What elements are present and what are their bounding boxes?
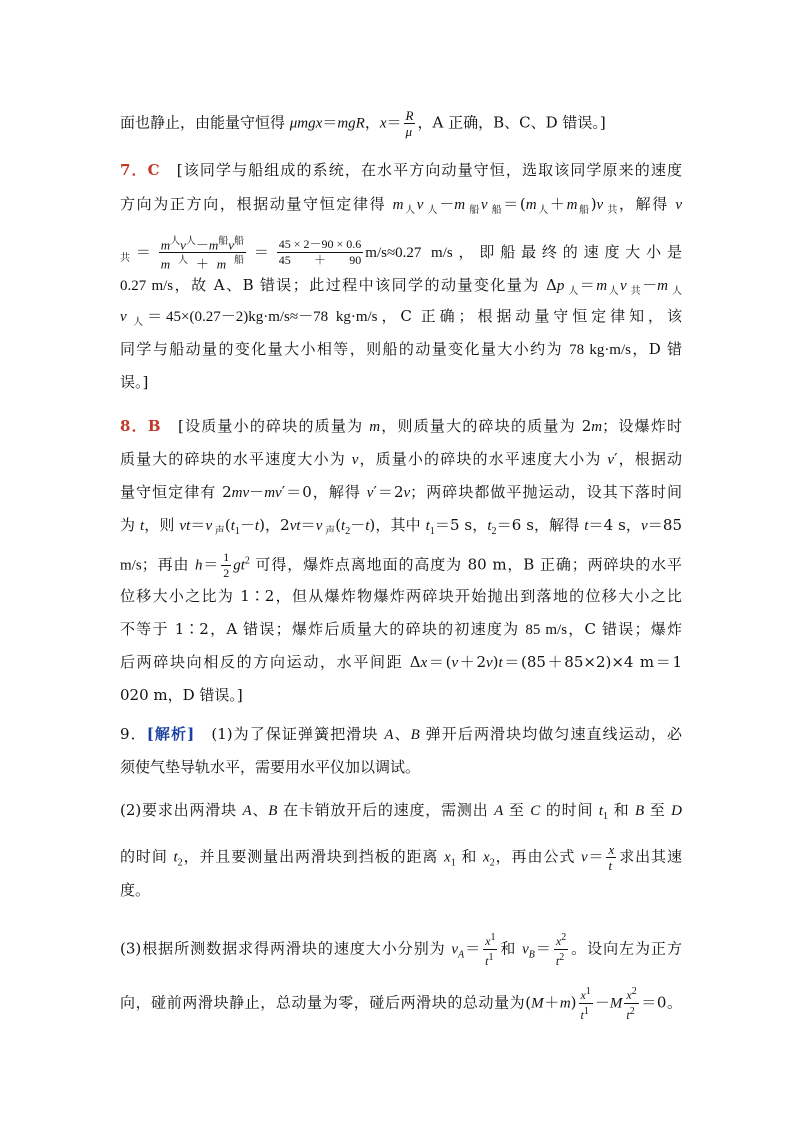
text-line-16: 后两碎块向相反的方向运动，水平间距 Δx＝(v＋2v)t＝(85＋85×2)×4 m＝1	[120, 653, 682, 671]
text-line-14: 位移大小之比为 1∶2，但从爆炸物爆炸两碎块开始抛出到落地的位移大小之比	[120, 587, 682, 605]
text-line-20: (2)要求出两滑块 A、B 在卡销放开后的速度，需测出 A 至 C 的时间 $t_1$ 和 B 至 D	[120, 801, 682, 822]
text-line-15: 不等于 1∶2，A 错误；爆炸后质量大的碎块的初速度为 85 m/s，C 错误；爆炸	[120, 620, 682, 638]
text-line-17: 020 m，D 错误。]	[120, 686, 243, 704]
text-line-22: 度。	[120, 881, 151, 899]
text-line-13: m/s；再由 h＝ $\frac{1}{2}$ $gt^2$ 可得，爆炸点离地面的高度为 80 m，B 正确；两碎块的水平	[120, 550, 682, 580]
text-line-3: 方向为正方向，根据动量守恒定律得 $m_人v$ $_人$－m $_船$v $_船=(m_人+m_船)v$ $_共$，解得 v	[120, 195, 682, 216]
text-line-19: 须使气垫导轨水平，需要用水平仪加以调试。	[120, 758, 421, 776]
text-line-23: (3)根据所测数据求得两滑块的速度大小分别为 $v_A=$ $\frac{x^1}{t^1}$ 和 $v_B=$ $\frac{x^2}{t^2}$ 。设向左为正方	[120, 932, 682, 968]
text-line-7: 同学与船动量的变化量大小相等，则船的动量变化量大小约为 78 kg·m/s，D 错	[120, 340, 682, 358]
text-line-8: 误。]	[120, 373, 149, 391]
text-line-21: 的时间 $t_2$，并且要测量出两滑块到挡板的距离 $x_1$ 和 $x_2$，再由公式 v＝ $\frac{x}{t}$ 求出其速	[120, 842, 682, 873]
text-line-9: 8．B [设质量小的碎块的质量为 m，则质量大的碎块的质量为 2m；设爆炸时	[120, 417, 682, 435]
text-line-10: 质量大的碎块的水平速度大小为 v，质量小的碎块的水平速度大小为 v′，根据动	[120, 450, 682, 468]
text-line-4: $_共$＝ $\frac{m^人v^人-m^船v^船}{m^人+m^船}$ ＝ $\frac{45 \times 2-90 \times 0.6}{45+90}$ m/s≈0.27 m/s，即船最终的速度大小是	[120, 236, 682, 272]
text-line-2: 7．C [该同学与船组成的系统，在水平方向动量守恒，选取该同学原来的速度	[120, 161, 682, 179]
text-line-5: 0.27 m/s，故 A、B 错误；此过程中该同学的动量变化量为 Δp $_人=m_人v$ $_共$－m $_人$	[120, 276, 682, 297]
text-line-18: 9．[解析] (1)为了保证弹簧把滑块 A、B 弹开后两滑块均做匀速直线运动，必	[120, 725, 682, 743]
text-line-11: 量守恒定律有 2mv－mv′＝0，解得 v′＝2v；两碎块都做平抛运动，设其下落时间	[120, 483, 682, 501]
text-line-12: 为 t，则 vt＝v $_声(t_1-t)$，2vt＝v $_声(t_2-t)$，其中 $t_1=5$ s，$t_2=6$ s，解得 t＝4 s，v＝85	[120, 516, 683, 537]
text-line-6: v $_人$＝45×(0.27－2)kg·m/s≈－78 kg·m/s，C 正确；根据动量守恒定律知，该	[120, 307, 682, 328]
text-line-24: 向，碰前两滑块静止，总动量为零，碰后两滑块的总动量为(M＋m) $\frac{x^1}{t^1}$ －M $\frac{x^2}{t^2}$ ＝0。	[120, 986, 682, 1022]
text-line-1: 面也静止，由能量守恒得 μmgx＝mgR，x＝ $\frac{R}{\mu}$ ，A 正确，B、C、D 错误。]	[120, 108, 606, 139]
